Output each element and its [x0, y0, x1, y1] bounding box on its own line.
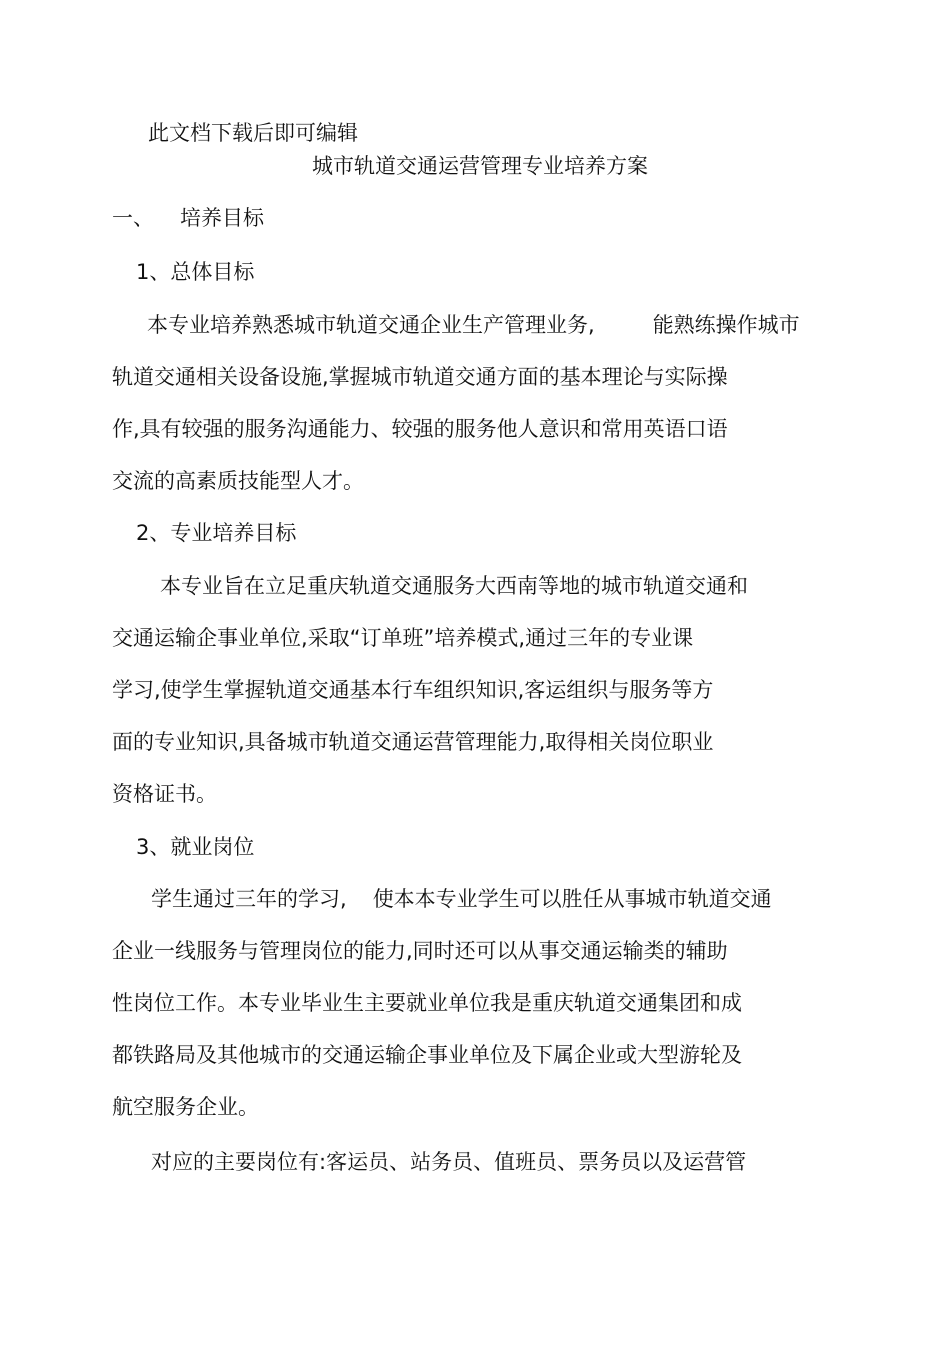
download-note: 此文档下载后即可编辑	[148, 121, 358, 145]
paragraph-line: 资格证书。	[112, 782, 217, 806]
document-title: 城市轨道交通运营管理专业培养方案	[312, 154, 648, 178]
subheading-employment: 3、就业岗位	[136, 835, 255, 859]
paragraph-line: 学习,使学生掌握轨道交通基本行车组织知识,客运组织与服务等方	[112, 678, 714, 702]
paragraph-line	[151, 884, 772, 914]
paragraph-line: 都铁路局及其他城市的交通运输企事业单位及下属企业或大型游轮及	[112, 1043, 742, 1067]
text-run: 本专业培养熟悉城市轨道交通企业生产管理业务,	[147, 313, 595, 337]
paragraph-line: 性岗位工作。本专业毕业生主要就业单位我是重庆轨道交通集团和成	[112, 991, 742, 1015]
section-title: 培养目标	[180, 206, 264, 230]
paragraph-line: 航空服务企业。	[112, 1095, 259, 1119]
paragraph-line: 交流的高素质技能型人才。	[112, 469, 364, 493]
subheading-professional-goal: 2、专业培养目标	[136, 521, 297, 545]
paragraph-line: 作,具有较强的服务沟通能力、较强的服务他人意识和常用英语口语	[112, 417, 728, 441]
paragraph-line	[147, 310, 800, 340]
paragraph-line: 本专业旨在立足重庆轨道交通服务大西南等地的城市轨道交通和	[160, 574, 748, 598]
text-run: 学生通过三年的学习,	[151, 887, 347, 911]
text-run: 使本本专业学生可以胜任从事城市轨道交通	[372, 887, 772, 911]
paragraph-line: 企业一线服务与管理岗位的能力,同时还可以从事交通运输类的辅助	[112, 939, 728, 963]
paragraph-line: 对应的主要岗位有:客运员、站务员、值班员、票务员以及运营管	[151, 1150, 747, 1174]
text-run: 能熟练操作城市	[652, 313, 800, 337]
section-heading	[112, 203, 264, 233]
subheading-overall-goal: 1、总体目标	[136, 260, 255, 284]
paragraph-line: 面的专业知识,具备城市轨道交通运营管理能力,取得相关岗位职业	[112, 730, 714, 754]
paragraph-line: 交通运输企事业单位,采取“订单班”培养模式,通过三年的专业课	[112, 626, 694, 650]
section-number: 一、	[112, 206, 154, 230]
paragraph-line: 轨道交通相关设备设施,掌握城市轨道交通方面的基本理论与实际操	[112, 365, 728, 389]
